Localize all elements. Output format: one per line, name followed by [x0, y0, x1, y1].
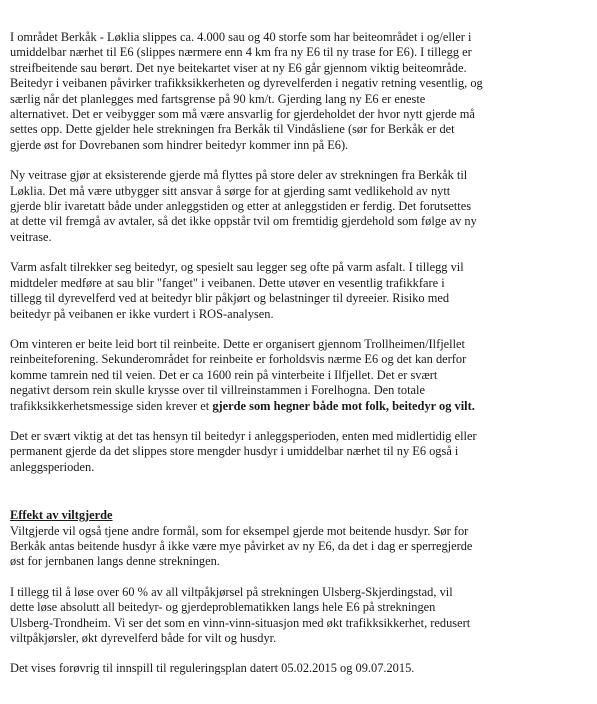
- text-line: umiddelbar nærhet til E6 (slippes nærmere enn 4 km fra ny E6 til ny trase for E6). I tillegg er: [10, 45, 472, 60]
- text-line: Løklia. Det må være utbygger sitt ansvar å sørge for at gjerding samt vedlikehold av nytt: [10, 183, 451, 198]
- text-line: at dette vil fremgå av avtaler, så det ikke oppstår tvil om fremtidig gjerdehold som følge av ny: [10, 214, 477, 229]
- paragraph-reinbeite: [10, 337, 528, 414]
- text-line: beitedyr på veibanen er ikke vurdert i ROS-analysen.: [10, 306, 274, 321]
- document-page: [10, 30, 528, 692]
- paragraph-viltgjerde-formal: [10, 524, 528, 570]
- text-line: I tillegg til å løse over 60 % av all viltpåkjørsel på strekningen Ulsberg-Skjerdingstad, vil: [10, 584, 453, 599]
- text-line: særlig når det planlegges med fartsgrense på 90 km/t. Gjerding lang ny E6 er eneste: [10, 91, 426, 106]
- paragraph-veitrase: [10, 168, 528, 245]
- text-line: Det er svært viktig at det tas hensyn til beitedyr i anleggsperioden, enten med midlertidig eller: [10, 428, 477, 443]
- paragraph-innspill: [10, 661, 528, 676]
- text-line: Om vinteren er beite leid bort til reinbeite. Dette er organisert gjennom Trollheimen/Ilfjellet: [10, 336, 465, 351]
- section-spacer: [10, 490, 528, 508]
- text-line: øst for jernbanen langs denne strekningen.: [10, 554, 220, 569]
- text-line: anleggsperioden.: [10, 459, 95, 474]
- text-line: viltpåkjørsler, økt dyrevelferd både for vilt og husdyr.: [10, 631, 277, 645]
- text-line: gjerde blir ivaretatt både under anleggstiden og etter at anleggstiden er ferdig. Det forutsettes: [10, 199, 472, 214]
- text-run: trafikksikkerhetsmessige siden krever et: [10, 398, 213, 413]
- text-line: Det vises forøvrig til innspill til reguleringsplan datert 05.02.2015 og 09.07.2015.: [10, 661, 415, 676]
- text-line: komme tamrein ned til veien. Det er ca 1600 rein på vinterbeite i Ilfjellet. Det er svært: [10, 367, 438, 382]
- text-line: midtdeler medføre at sau blir "fanget" i veibanen. Dette utøver en vesentlig trafikkfare i: [10, 275, 445, 290]
- text-line: negativt dersom rein skulle krysse over til villreinstammen i Forelhogna. Den totale: [10, 383, 425, 398]
- text-line: gjerde øst for Dovrebanen som hindrer beitedyr kommer inn på E6).: [10, 137, 349, 152]
- text-line: settes opp. Dette gjelder hele strekningen fra Berkåk til Vindåsliene (sør for Berkåk er det: [10, 122, 455, 137]
- text-line: Varm asfalt tilrekker seg beitedyr, og spesielt sau legger seg ofte på varm asfalt. I tillegg vil: [10, 260, 464, 275]
- text-line: permanent gjerde da det slippes store mengder husdyr i umiddelbar nærhet til ny E6 også i: [10, 444, 459, 459]
- bold-emphasis: gjerde som hegner både mot folk, beitedyr og vilt.: [212, 398, 475, 413]
- text-line: streifbeitende sau berørt. Det nye beitekartet viser at ny E6 går gjennom viktig beiteområde.: [10, 60, 467, 75]
- text-line: dette løse absolutt all beitedyr- og gjerdeproblematikken langs hele E6 på strekningen: [10, 600, 436, 615]
- text-line: tillegg til dyrevelferd ved at beitedyr blir påkjørt og belastninger til dyreeier. Risiko med: [10, 291, 450, 306]
- text-line: Viltgjerde vil også tjene andre formål, som for eksempel gjerde mot beitende husdyr. Sør for: [10, 523, 469, 538]
- text-line: I området Berkåk - Løklia slippes ca. 4.000 sau og 40 storfe som har beiteområdet i og/eller i: [10, 30, 472, 44]
- text-line: alternativet. Det er veibygger som må være ansvarlig for gjerdeholdet der hvor nytt gjerde må: [10, 107, 475, 122]
- paragraph-beiteomrade: [10, 30, 528, 153]
- section-heading: Effekt av viltgjerde: [10, 508, 113, 523]
- paragraph-anleggsperioden: [10, 429, 528, 475]
- paragraph-viltpakjorsel: [10, 585, 528, 647]
- paragraph-varm-asfalt: [10, 260, 528, 322]
- text-line: Ny veitrase gjør at eksisterende gjerde må flyttes på store deler av strekningen fra Berkåk til: [10, 168, 468, 183]
- text-line: veitrase.: [10, 229, 52, 244]
- text-line: [10, 399, 528, 414]
- text-line: Beitedyr i veibanen påvirker trafikksikkerheten og dyrevelferden i negativ retning vesentlig, og: [10, 76, 483, 91]
- text-line: Ulsberg-Trondheim. Vi ser det som en vinn-vinn-situasjon med økt trafikksikkerhet, redusert: [10, 615, 471, 630]
- section-effekt-av-viltgjerde: [10, 508, 528, 677]
- text-line: reinbeiteforening. Sekunderområdet for reinbeite er forholdsvis nærme E6 og det kan derfor: [10, 352, 467, 367]
- text-line: Berkåk antas beitende husdyr å ikke være mye påvirket av ny E6, da det i dag er sperregjerde: [10, 538, 473, 553]
